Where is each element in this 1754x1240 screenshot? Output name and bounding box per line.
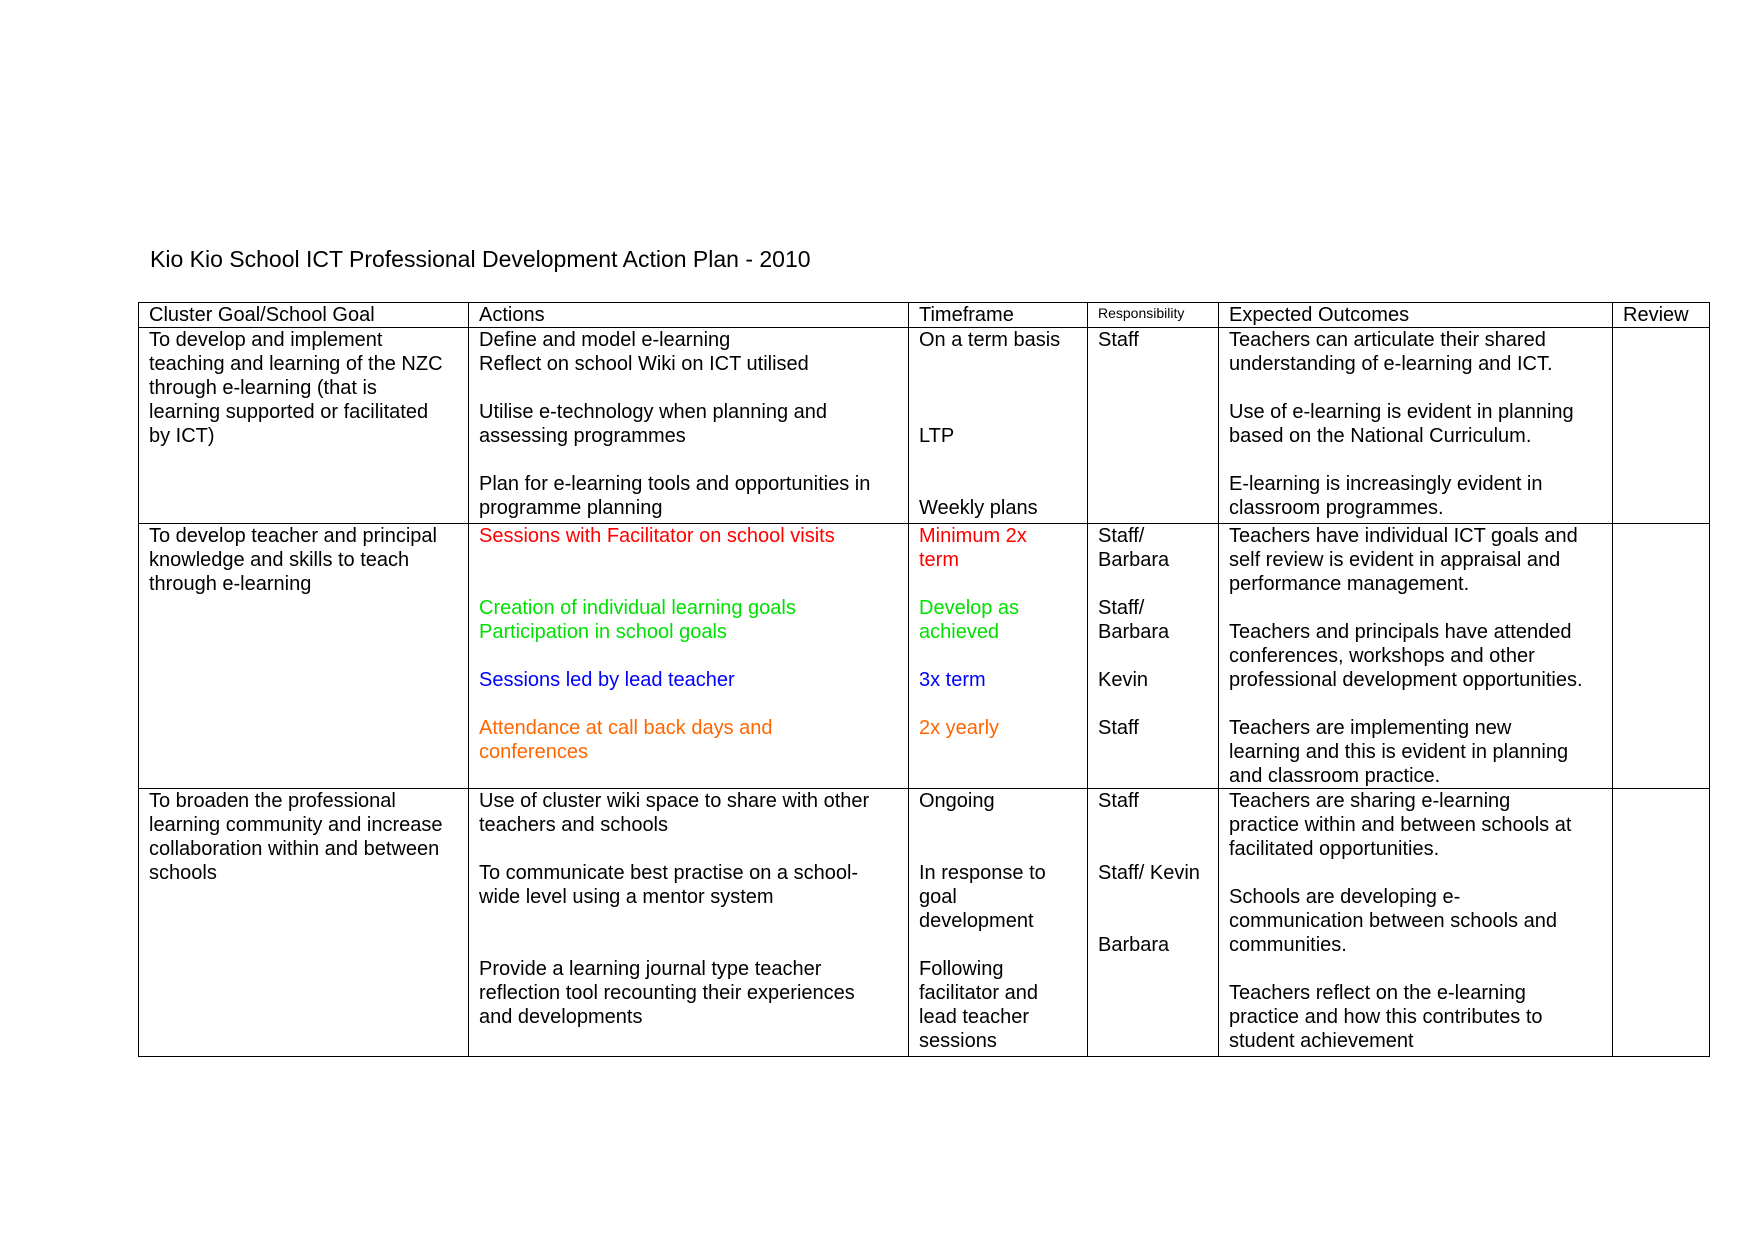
action-line: Sessions with Facilitator on school visits xyxy=(479,525,835,547)
action-line: Creation of individual learning goals xyxy=(479,597,796,619)
action-line: reflection tool recounting their experiences xyxy=(479,982,855,1004)
action-line: teachers and schools xyxy=(479,814,669,836)
action-line: conferences xyxy=(479,741,588,763)
action-line: Reflect on school Wiki on ICT utilised xyxy=(479,353,809,375)
action-line: Define and model e-learning xyxy=(479,329,731,351)
outcome-line: understanding of e-learning and ICT. xyxy=(1229,353,1553,375)
responsibility-cell xyxy=(1088,524,1219,789)
header-goal: Cluster Goal/School Goal xyxy=(139,303,469,328)
action-line: Attendance at call back days and xyxy=(479,717,773,739)
timeframe-line: facilitator and xyxy=(919,982,1038,1004)
outcomes-cell xyxy=(1219,524,1613,789)
outcome-line: self review is evident in appraisal and xyxy=(1229,549,1561,571)
timeframe-cell xyxy=(909,789,1088,1057)
action-plan-table xyxy=(138,302,1710,1057)
outcomes-cell xyxy=(1219,328,1613,524)
outcome-line: practice within and between schools at xyxy=(1229,814,1572,836)
goal-line: schools xyxy=(149,862,217,884)
goal-line: To develop and implement xyxy=(149,329,383,351)
timeframe-line: development xyxy=(919,910,1034,932)
outcome-line: practice and how this contributes to xyxy=(1229,1006,1543,1028)
timeframe-cell xyxy=(909,328,1088,524)
header-responsibility: Responsibility xyxy=(1088,303,1219,328)
action-line: Participation in school goals xyxy=(479,621,727,643)
action-line: Plan for e-learning tools and opportunities in xyxy=(479,473,871,495)
responsibility-line: Staff xyxy=(1098,717,1139,739)
outcome-line: E-learning is increasingly evident in xyxy=(1229,473,1543,495)
outcome-line: facilitated opportunities. xyxy=(1229,838,1440,860)
goal-cell xyxy=(139,789,469,1057)
timeframe-line: Minimum 2x xyxy=(919,525,1027,547)
action-line: wide level using a mentor system xyxy=(479,886,774,908)
goal-line: To develop teacher and principal xyxy=(149,525,437,547)
timeframe-cell xyxy=(909,524,1088,789)
goal-line: To broaden the professional xyxy=(149,790,396,812)
timeframe-line: sessions xyxy=(919,1030,997,1052)
responsibility-line: Barbara xyxy=(1098,934,1170,956)
goal-line: teaching and learning of the NZC xyxy=(149,353,443,375)
outcome-line: based on the National Curriculum. xyxy=(1229,425,1532,447)
goal-line: learning community and increase xyxy=(149,814,443,836)
action-line: assessing programmes xyxy=(479,425,686,447)
review-cell xyxy=(1613,789,1710,1057)
responsibility-cell xyxy=(1088,789,1219,1057)
actions-cell xyxy=(469,524,909,789)
timeframe-line: Following xyxy=(919,958,1004,980)
responsibility-line: Kevin xyxy=(1098,669,1149,691)
outcome-line: Teachers are sharing e-learning xyxy=(1229,790,1511,812)
outcome-line: professional development opportunities. xyxy=(1229,669,1583,691)
action-line: Provide a learning journal type teacher xyxy=(479,958,822,980)
review-cell xyxy=(1613,524,1710,789)
timeframe-line: 3x term xyxy=(919,669,986,691)
responsibility-cell xyxy=(1088,328,1219,524)
action-line: and developments xyxy=(479,1006,643,1028)
timeframe-line: LTP xyxy=(919,425,955,447)
header-actions: Actions xyxy=(469,303,909,328)
page-title: Kio Kio School ICT Professional Development Action Plan - 2010 xyxy=(150,246,811,272)
outcome-line: Teachers have individual ICT goals and xyxy=(1229,525,1578,547)
timeframe-line: Weekly plans xyxy=(919,497,1038,519)
responsibility-line: Barbara xyxy=(1098,549,1170,571)
goal-line: through e-learning (that is xyxy=(149,377,377,399)
goal-cell xyxy=(139,524,469,789)
header-row xyxy=(139,303,1710,328)
outcome-line: Teachers reflect on the e-learning xyxy=(1229,982,1526,1004)
outcome-line: communication between schools and xyxy=(1229,910,1557,932)
action-line: To communicate best practise on a school- xyxy=(479,862,859,884)
timeframe-line: term xyxy=(919,549,959,571)
outcome-line: classroom programmes. xyxy=(1229,497,1444,519)
table-row xyxy=(139,789,1710,1057)
timeframe-line: goal xyxy=(919,886,957,908)
action-line: Use of cluster wiki space to share with other xyxy=(479,790,870,812)
timeframe-line: achieved xyxy=(919,621,1000,643)
goal-line: by ICT) xyxy=(149,425,215,447)
header-timeframe: Timeframe xyxy=(909,303,1088,328)
responsibility-line: Staff/ Kevin xyxy=(1098,862,1200,884)
outcome-line: conferences, workshops and other xyxy=(1229,645,1535,667)
responsibility-line: Staff/ xyxy=(1098,597,1145,619)
timeframe-line: Ongoing xyxy=(919,790,995,812)
table-row xyxy=(139,328,1710,524)
action-line: Utilise e-technology when planning and xyxy=(479,401,828,423)
goal-line: collaboration within and between xyxy=(149,838,440,860)
outcome-line: communities. xyxy=(1229,934,1347,956)
outcome-line: Use of e-learning is evident in planning xyxy=(1229,401,1574,423)
goal-line: learning supported or facilitated xyxy=(149,401,429,423)
outcome-line: performance management. xyxy=(1229,573,1470,595)
responsibility-line: Staff xyxy=(1098,790,1139,812)
responsibility-line: Staff xyxy=(1098,329,1139,351)
outcome-line: Teachers and principals have attended xyxy=(1229,621,1572,643)
timeframe-line: lead teacher xyxy=(919,1006,1030,1028)
action-line: programme planning xyxy=(479,497,663,519)
responsibility-line: Barbara xyxy=(1098,621,1170,643)
timeframe-line: 2x yearly xyxy=(919,717,1000,739)
responsibility-line: Staff/ xyxy=(1098,525,1145,547)
goal-line: knowledge and skills to teach xyxy=(149,549,410,571)
action-line: Sessions led by lead teacher xyxy=(479,669,735,691)
outcome-line: Schools are developing e- xyxy=(1229,886,1461,908)
outcome-line: student achievement xyxy=(1229,1030,1414,1052)
timeframe-line: In response to xyxy=(919,862,1046,884)
table-row xyxy=(139,524,1710,789)
actions-cell xyxy=(469,789,909,1057)
outcome-line: Teachers can articulate their shared xyxy=(1229,329,1546,351)
goal-cell xyxy=(139,328,469,524)
actions-cell xyxy=(469,328,909,524)
outcome-line: and classroom practice. xyxy=(1229,765,1441,787)
timeframe-line: On a term basis xyxy=(919,329,1061,351)
header-outcomes: Expected Outcomes xyxy=(1219,303,1613,328)
review-cell xyxy=(1613,328,1710,524)
outcome-line: Teachers are implementing new xyxy=(1229,717,1512,739)
header-review: Review xyxy=(1613,303,1710,328)
timeframe-line: Develop as xyxy=(919,597,1020,619)
outcomes-cell xyxy=(1219,789,1613,1057)
goal-line: through e-learning xyxy=(149,573,312,595)
outcome-line: learning and this is evident in planning xyxy=(1229,741,1569,763)
